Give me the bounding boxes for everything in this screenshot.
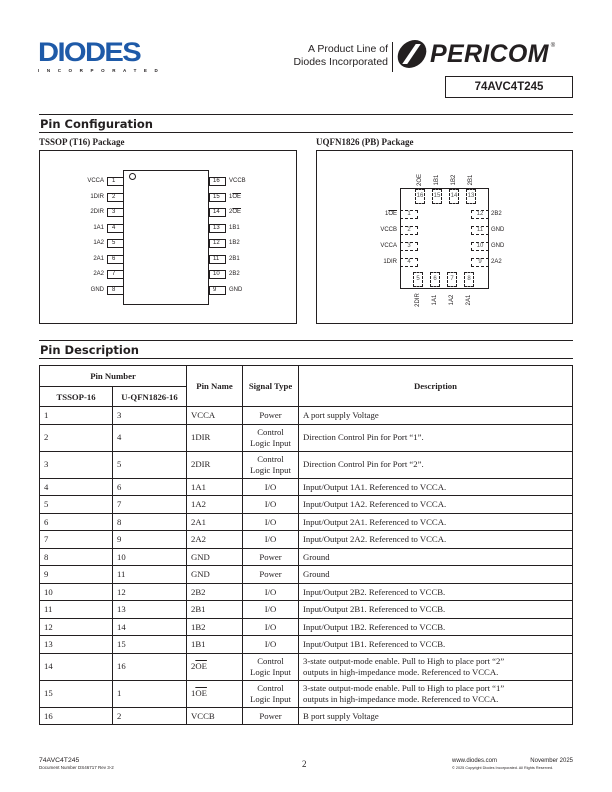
cell-description: 3-state output-mode enable. Pull to High to place port “2” outputs in high-impedance mode. Referenced to VCCA. <box>299 653 573 680</box>
section-rule <box>39 114 573 115</box>
uqfn-pin-label: VCCB <box>380 227 397 233</box>
tssop-pin-label: 1A1 <box>93 225 104 231</box>
cell-uqfn: 5 <box>113 451 187 478</box>
footer-left <box>39 757 114 771</box>
tssop-pin-label: $1\overline{OE}$ <box>229 194 242 200</box>
cell-uqfn: 1 <box>113 680 187 707</box>
diodes-logo <box>38 37 166 78</box>
tssop-pin: 11 <box>209 255 226 264</box>
cell-description: Input/Output 2A2. Referenced to VCCA. <box>299 531 573 549</box>
uqfn-pin: 2 <box>400 226 418 235</box>
cell-pin-name: VCCA <box>187 407 243 425</box>
cell-uqfn: 4 <box>113 424 187 451</box>
cell-tssop: 15 <box>40 680 113 707</box>
pin-description-table <box>39 365 573 725</box>
cell-description: 3-state output-mode enable. Pull to High to place port “1” outputs in high-impedance mode. Referenced to VCCA. <box>299 680 573 707</box>
cell-pin-name: 1A2 <box>187 496 243 514</box>
cell-tssop: 3 <box>40 451 113 478</box>
tssop-pin-label: 1B2 <box>229 240 240 246</box>
table-row <box>40 424 573 451</box>
pin-configuration-title: Pin Configuration <box>40 117 153 131</box>
tssop-pin-label: $2\overline{OE}$ <box>229 209 242 215</box>
table-row <box>40 513 573 531</box>
cell-uqfn: 14 <box>113 618 187 636</box>
header-uqfn: U-QFN1826-16 <box>113 387 187 407</box>
cell-pin-name: 1DIR <box>187 424 243 451</box>
cell-tssop: 6 <box>40 513 113 531</box>
cell-tssop: 9 <box>40 566 113 584</box>
header-tssop: TSSOP-16 <box>40 387 113 407</box>
tssop-pin: 16 <box>209 177 226 186</box>
cell-uqfn: 9 <box>113 531 187 549</box>
tssop-package-body <box>123 170 209 305</box>
footer-copyright: © 2025 Copyright Diodes Incorporated. All Rights Reserved. <box>452 766 554 770</box>
table-row <box>40 707 573 725</box>
tssop-pin: 3 <box>107 208 124 217</box>
cell-signal-type: I/O <box>243 636 299 654</box>
table-row <box>40 583 573 601</box>
cell-signal-type: Power <box>243 707 299 725</box>
uqfn-pin: 8 <box>464 272 474 287</box>
uqfn-pin: 6 <box>430 272 440 287</box>
footer-part-number: 74AVC4T245 <box>39 757 80 764</box>
cell-tssop: 11 <box>40 601 113 619</box>
pin1-indicator-icon <box>129 173 136 180</box>
cell-signal-type: Control Logic Input <box>243 680 299 707</box>
pericom-logo-text: PERICOM <box>430 40 549 68</box>
uqfn-pin: 1 <box>400 210 418 219</box>
cell-tssop: 7 <box>40 531 113 549</box>
cell-description: Input/Output 1B2. Referenced to VCCB. <box>299 618 573 636</box>
cell-description: A port supply Voltage <box>299 407 573 425</box>
footer-right <box>452 757 573 771</box>
uqfn-pin: 10 <box>471 242 489 251</box>
uqfn-pin: 16 <box>415 189 425 204</box>
cell-pin-name: GND <box>187 566 243 584</box>
uqfn-pin-label: 2B1 <box>468 174 474 186</box>
cell-pin-name: 1A1 <box>187 478 243 496</box>
cell-pin-name: 2A2 <box>187 531 243 549</box>
cell-tssop: 10 <box>40 583 113 601</box>
cell-uqfn: 3 <box>113 407 187 425</box>
header-description: Description <box>299 366 573 407</box>
cell-uqfn: 15 <box>113 636 187 654</box>
table-row <box>40 451 573 478</box>
uqfn-pin: 11 <box>471 226 489 235</box>
cell-signal-type: I/O <box>243 513 299 531</box>
cell-tssop: 5 <box>40 496 113 514</box>
uqfn-pin: 14 <box>449 189 459 204</box>
cell-tssop: 4 <box>40 478 113 496</box>
tssop-pin-label: 1DIR <box>90 194 104 200</box>
header-pin-name: Pin Name <box>187 366 243 407</box>
cell-description: Input/Output 2B1. Referenced to VCCB. <box>299 601 573 619</box>
tssop-pin: 4 <box>107 224 124 233</box>
cell-uqfn: 8 <box>113 513 187 531</box>
tssop-pin-label: 2DIR <box>90 209 104 215</box>
uqfn-pin-label: 1A1 <box>432 294 438 306</box>
cell-description: B port supply Voltage <box>299 707 573 725</box>
table-row <box>40 407 573 425</box>
table-row <box>40 680 573 707</box>
uqfn-pin-label: 2OE <box>417 174 423 187</box>
footer-website-link[interactable]: www.diodes.com <box>452 758 498 764</box>
table-row <box>40 478 573 496</box>
cell-tssop: 16 <box>40 707 113 725</box>
cell-description: Input/Output 1A2. Referenced to VCCA. <box>299 496 573 514</box>
pericom-logo <box>398 40 555 68</box>
tssop-pin: 10 <box>209 270 226 279</box>
cell-tssop: 13 <box>40 636 113 654</box>
registered-mark: ® <box>550 43 556 49</box>
cell-uqfn: 12 <box>113 583 187 601</box>
footer-document-number: Document Number DS46717 Rev 3-2 <box>39 765 114 770</box>
uqfn-pin-label: 1DIR <box>383 259 397 265</box>
cell-pin-name: 2B1 <box>187 601 243 619</box>
tssop-pin: 7 <box>107 270 124 279</box>
page-number: 2 <box>302 759 307 769</box>
cell-tssop: 8 <box>40 548 113 566</box>
diodes-logo-subtext: INCORPORATED <box>38 68 166 73</box>
uqfn-pin-label: GND <box>491 243 505 249</box>
cell-signal-type: I/O <box>243 618 299 636</box>
uqfn-pin-label: 1B1 <box>434 174 440 186</box>
header-signal-type: Signal Type <box>243 366 299 407</box>
tssop-pin-label: VCCA <box>87 178 104 184</box>
cell-pin-name: 1B2 <box>187 618 243 636</box>
tssop-pin: 13 <box>209 224 226 233</box>
cell-uqfn: 13 <box>113 601 187 619</box>
cell-pin-name: 2DIR <box>187 451 243 478</box>
cell-uqfn: 2 <box>113 707 187 725</box>
table-row <box>40 566 573 584</box>
cell-uqfn: 6 <box>113 478 187 496</box>
cell-description: Direction Control Pin for Port “2”. <box>299 451 573 478</box>
uqfn-pin: 7 <box>447 272 457 287</box>
cell-uqfn: 10 <box>113 548 187 566</box>
tssop-pin-label: GND <box>90 287 104 293</box>
cell-signal-type: Control Logic Input <box>243 451 299 478</box>
table-row <box>40 496 573 514</box>
uqfn-pin-label: GND <box>491 227 505 233</box>
section-rule <box>39 340 573 341</box>
cell-signal-type: I/O <box>243 601 299 619</box>
cell-pin-name: VCCB <box>187 707 243 725</box>
cell-description: Input/Output 2A1. Referenced to VCCA. <box>299 513 573 531</box>
cell-description: Direction Control Pin for Port “1”. <box>299 424 573 451</box>
product-line-text <box>280 43 388 69</box>
uqfn-package-title: UQFN1826 (PB) Package <box>316 137 414 147</box>
pericom-mark-icon <box>395 40 429 68</box>
tssop-pin: 6 <box>107 255 124 264</box>
cell-pin-name: $1\overline{OE}$ <box>187 680 243 707</box>
tssop-pin: 14 <box>209 208 226 217</box>
product-line-2: Diodes Incorporated <box>293 56 388 68</box>
uqfn-pin-label: 1A2 <box>449 294 455 306</box>
tssop-pin-label: 2A2 <box>93 271 104 277</box>
uqfn-pin: 4 <box>400 258 418 267</box>
cell-pin-name: 2A1 <box>187 513 243 531</box>
cell-signal-type: I/O <box>243 531 299 549</box>
uqfn-pin-label: 2A1 <box>466 294 472 306</box>
cell-tssop: 12 <box>40 618 113 636</box>
tssop-pin-label: GND <box>229 287 243 293</box>
cell-pin-name: 1B1 <box>187 636 243 654</box>
product-line-1: A Product Line of <box>308 43 388 55</box>
cell-signal-type: Control Logic Input <box>243 653 299 680</box>
uqfn-pin-label: 1B2 <box>451 174 457 186</box>
cell-uqfn: 7 <box>113 496 187 514</box>
uqfn-pin: 13 <box>466 189 476 204</box>
tssop-pin: 9 <box>209 286 226 295</box>
uqfn-pin-label: 2DIR <box>415 293 421 307</box>
uqfn-pin-label: $1\overline{OE}$ <box>384 211 397 217</box>
diodes-logo-text: DIODES <box>38 37 141 67</box>
table-row <box>40 618 573 636</box>
cell-description: Input/Output 2B2. Referenced to VCCB. <box>299 583 573 601</box>
cell-tssop: 1 <box>40 407 113 425</box>
section-rule <box>39 358 573 359</box>
tssop-pin: 12 <box>209 239 226 248</box>
cell-pin-name: GND <box>187 548 243 566</box>
cell-signal-type: Control Logic Input <box>243 424 299 451</box>
cell-tssop: 14 <box>40 653 113 680</box>
tssop-pin-label: 2A1 <box>93 256 104 262</box>
tssop-pin-label: VCCB <box>229 178 246 184</box>
header-pin-number: Pin Number <box>40 366 187 387</box>
tssop-pin: 15 <box>209 193 226 202</box>
cell-description: Ground <box>299 566 573 584</box>
uqfn-pin-label: VCCA <box>380 243 397 249</box>
tssop-pin-label: 1A2 <box>93 240 104 246</box>
tssop-pin: 2 <box>107 193 124 202</box>
cell-pin-name: 2B2 <box>187 583 243 601</box>
uqfn-pin: 9 <box>471 258 489 267</box>
uqfn-pin-label: 2A2 <box>491 259 502 265</box>
tssop-pin-label: 2B2 <box>229 271 240 277</box>
tssop-pin-label: 1B1 <box>229 225 240 231</box>
tssop-pin: 1 <box>107 177 124 186</box>
tssop-pin-label: 2B1 <box>229 256 240 262</box>
cell-description: Input/Output 1B1. Referenced to VCCB. <box>299 636 573 654</box>
uqfn-pin: 5 <box>413 272 423 287</box>
cell-signal-type: I/O <box>243 583 299 601</box>
cell-signal-type: Power <box>243 548 299 566</box>
table-row <box>40 636 573 654</box>
uqfn-pin: 15 <box>432 189 442 204</box>
cell-tssop: 2 <box>40 424 113 451</box>
tssop-package-title: TSSOP (T16) Package <box>39 137 125 147</box>
part-number-box: 74AVC4T245 <box>445 76 573 98</box>
table-row <box>40 653 573 680</box>
uqfn-pin: 12 <box>471 210 489 219</box>
tssop-pin: 5 <box>107 239 124 248</box>
tssop-pin: 8 <box>107 286 124 295</box>
cell-pin-name: $2\overline{OE}$ <box>187 653 243 680</box>
cell-uqfn: 16 <box>113 653 187 680</box>
pin-description-title: Pin Description <box>40 343 139 357</box>
table-row <box>40 601 573 619</box>
cell-description: Input/Output 1A1. Referenced to VCCA. <box>299 478 573 496</box>
cell-signal-type: Power <box>243 566 299 584</box>
cell-signal-type: I/O <box>243 478 299 496</box>
cell-signal-type: Power <box>243 407 299 425</box>
cell-signal-type: I/O <box>243 496 299 514</box>
table-row <box>40 548 573 566</box>
section-rule <box>39 132 573 133</box>
header-divider <box>392 42 393 72</box>
table-row <box>40 531 573 549</box>
cell-uqfn: 11 <box>113 566 187 584</box>
cell-description: Ground <box>299 548 573 566</box>
footer-date: November 2025 <box>530 758 573 764</box>
uqfn-pin-label: 2B2 <box>491 211 502 217</box>
uqfn-pin: 3 <box>400 242 418 251</box>
